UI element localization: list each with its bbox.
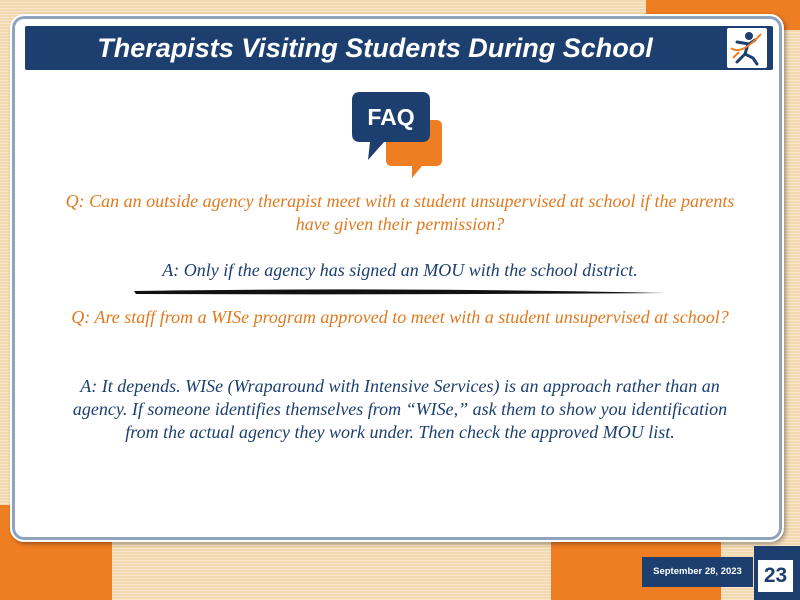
faq-label: FAQ [367, 104, 415, 130]
question-1: Q: Can an outside agency therapist meet with a student unsupervised at school if the parents have given their permission? [65, 191, 735, 234]
faq-speech-bubbles-icon [352, 90, 444, 180]
answer-1: A: Only if the agency has signed an MOU with the school district. [162, 260, 638, 280]
title-bar [25, 26, 773, 70]
answer-2: A: It depends. WISe (Wraparound with Intensive Services) is an approach rather than an agency. If someone identifies themselves from “WISe,” ask them to show you identification from the actual agency they work under. Then check the approved MOU list. [72, 376, 728, 442]
page-number: 23 [758, 560, 793, 592]
runner-logo-icon [727, 28, 767, 68]
question-2: Q: Are staff from a WISe program approved to meet with a student unsupervised at school? [71, 307, 729, 327]
footer-date: September 28, 2023 [642, 557, 753, 587]
slide-title: Therapists Visiting Students During School [97, 33, 653, 63]
underline-stroke [130, 286, 670, 298]
